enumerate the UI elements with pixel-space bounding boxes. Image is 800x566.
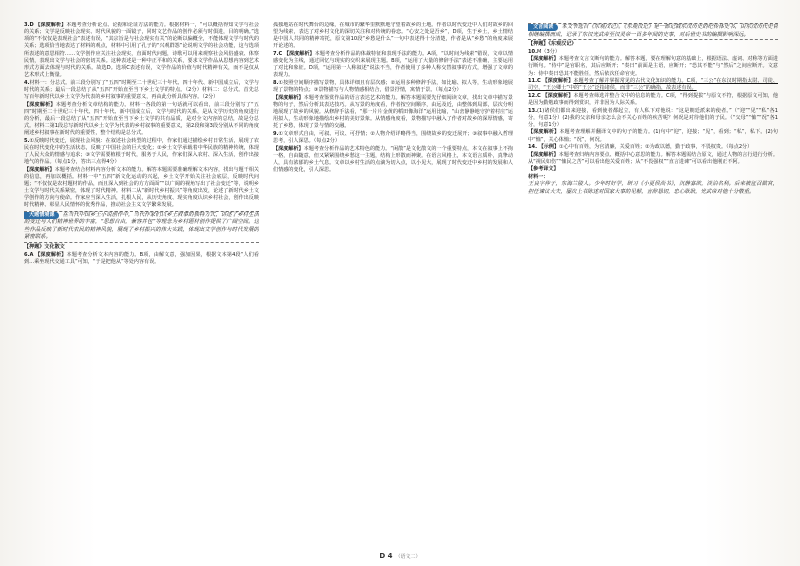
answer-item bbox=[528, 56, 778, 77]
answer-text: ①文章形式自由，可叙、可议、可抒情；②人物介绍详略得当，围绕故乡的变迁展开；③叙事中融入哲理思考，引人深思。（每点2分） bbox=[273, 130, 513, 145]
answer-text: 本题考查分析作品的体裁特征和表现手法的能力。A项，“以时间为线索”错误，文章以情感变化为主线，通过回忆与现实的交织来展现主题。B项，“运用了大量的修辞手法”表述不准确，主要运用了对比和象征。D项，“运用第一人称叙述”说法不当，作者使用了多种人称交替叙事的方式，增强了文章的表现力。 bbox=[273, 51, 513, 79]
answer-item bbox=[273, 95, 513, 131]
answer-item bbox=[273, 146, 513, 175]
answer-item bbox=[24, 167, 259, 210]
answer-text: 本题考查分析论点、论据和论证方法的能力。根据材料一，“可以概括得知文学与社会的关系；文学是反映社会现实、时代风貌的一面镜子，同时文艺作品的创作必须与时俱进，目的明确。”选项的“不仅仅是表现社会”表述有误，“其宗旨是与社会现实有关”的论断以偏概全，不能体现文学与时代的关系；选项恰当地表达了材料的观点，材料中引用了孔子的“兴观群怨”论说明文学的社会功能，这与选项所表述的意思相符……文学创作应关注社会现实，直面时代问题，诗歌可以用来观察社会风俗盛衰、体察民情，表现出文学与社会的密切关系。这种表述是一种中正平和的关系，要求文学作品从思想内容到艺术形式方面去体现与时代的关系。故选D。选项C表述有误，文学作品的价值与时代精神有关，而不是仅从艺术形式上衡量。 bbox=[24, 22, 259, 79]
analysis-tag: 【深度解析】 bbox=[528, 151, 559, 158]
answer-text: 本题考查分析作品的艺术特色的能力。“闲散”是文化散文的一个重要特点，本文在叙事上不拘一格，自由随意，但又紧紧围绕乡愁这一主题，结构上形散而神聚。在语言风格上，本文语言质朴，真挚动人，具有浓郁的乡土气息。文章以乡村生活的点滴为切入点，以小见大，展现了时代变迁中乡村的发展和人们情感的变化，引人深思。 bbox=[273, 145, 513, 174]
answer-item bbox=[273, 51, 513, 80]
answer-text: 本题考查归纳内容要点、概括中心意思的能力。解答本题需结合原文，通过人物的言行进行分析。从“视民如伤”“恤民之苦”可以看出他关爱百姓；从“不畏强权”“直言进谏”可以看出他刚正不阿。 bbox=[528, 151, 778, 165]
answer-text: ①反映时代变迁，展现社会风貌：在叙述社会转型的过程中，作家们通过描绘乡村日常生活，展现了农民在时代变化中的生活状态，反映了中国社会的巨大变化；②乡土文学承载着中华民族的精神传统，体现了人民大众的情感与追求；③文学需要植根于时代，服务于人民，作家们深入农村、深入生活，创作出接地气的作品。（每点1分，答出三点得4分） bbox=[24, 137, 259, 166]
translation-heading: 【参考译文】 bbox=[528, 166, 559, 173]
column-right bbox=[528, 22, 778, 544]
section-banner: 文言阅读 bbox=[528, 24, 558, 31]
answer-item bbox=[528, 78, 778, 92]
item-number: 13. bbox=[528, 107, 538, 114]
answer-item bbox=[528, 108, 778, 129]
analysis-tag: 【深度解析】 bbox=[528, 56, 559, 63]
answer-text: 孤独地站在时代舞台的边缘，在城市的繁华里默默地守望着故乡的土地。作者以时代变迁中人们对故乡的回望为线索，表达了对乡村文化的深切关注和对传统的眷恋。“心安之处是吾乡”，D项，生于乡土，乡土情结是中国人共同的精神寄托，原文第10段“乡愁是什么”一句中表述得十分清楚，作者是从“乡愁”的角度来展开论述的。 bbox=[273, 22, 513, 50]
answer-item bbox=[24, 252, 259, 266]
item-number: 8. bbox=[273, 80, 279, 87]
answer-item bbox=[528, 152, 778, 166]
analysis-tag: 【深度解析】 bbox=[542, 78, 574, 85]
answer-item bbox=[24, 138, 259, 167]
column-middle bbox=[273, 22, 513, 544]
answer-text: 本题考查分析文本内容的能力。B项，由解文意，强加因果，根据文本第4段“人们看到…乘坐现代交通工具”可知，“于是把他从”等处内容有误。 bbox=[24, 251, 259, 265]
answer-item bbox=[528, 93, 778, 107]
answer-text: 本题考查结合材料内容分析文本的能力。解答本题需要准确理解文本内容，找出与题干相关的信息，再加以概括。材料一中“五四”新文化运动的兴起，乡土文学开始关注社会底层，反映时代问题；“不仅仅是农村题材的作品，而且深入到社会的方方面面”“以广阔的视角写出了社会变迁”等，说明乡土文学与时代关系紧密，体现了时代精神。材料二从“新时代乡村振兴”等角度出发，论述了新时代乡土文学创作的方向与使命。作家应当深入生活，扎根人民，从历史角度、现实角度认识乡村社会，创作出反映时代精神、彰显人民情怀的优秀作品，推动社会主义文学繁荣发展。 bbox=[24, 166, 259, 209]
analysis-tag: 【深度解析】 bbox=[35, 251, 67, 258]
context-box bbox=[528, 23, 778, 40]
column-left bbox=[24, 22, 259, 544]
subject-label: （语文二） bbox=[395, 554, 421, 560]
analysis-tag: 【深度解析】 bbox=[273, 94, 304, 101]
answer-text: M（3分） bbox=[537, 48, 560, 55]
analysis-tag: 【深度解析】 bbox=[24, 166, 55, 173]
page-footer bbox=[0, 552, 800, 560]
answer-item bbox=[24, 22, 259, 79]
translation-subheading: 材料一： bbox=[528, 173, 549, 180]
answer-text: 材料一：分总式。前三段分别写了“五四”时期至二十世纪三十年代、四十年代、新中国成立后，文学与时代的关系；最后一段总结了从“五四”开始直至当下乡土文学的特点。（2分）材料二：总分式。首先总写百年新时代以乡土文学为代表的乡村叙事的重要意义，再由此分析具体内容。（2分） bbox=[24, 79, 259, 100]
analysis-tag: 【深度解析】 bbox=[528, 129, 560, 136]
answer-text: 本题考查理解并翻译文中的句子的能力。(1)句中“迎”，迎接；“见”，看到；“私”，私下。(2)句中“恤”，关心体恤；“况”，何况。 bbox=[528, 129, 778, 143]
analysis-tag: 【深度解析】 bbox=[542, 92, 574, 99]
answer-text: (1)诸侯们都出来迎接，看到使者都起立，有人私下对他说：“这是朝廷派来的使者。”（“迎”“见”“私”各1分，句意1分）(2)我的父亲和母亲怎么会不关心百姓的疾苦呢？何况是对待他们的子民。（“父母”“恤”“况”各1分，句意1分） bbox=[528, 107, 778, 128]
item-number: 12.C bbox=[528, 92, 541, 99]
answer-item bbox=[528, 144, 778, 151]
section-heading: 【押题》文化散文 bbox=[24, 244, 65, 250]
analysis-tag: 【深度解析】 bbox=[35, 22, 67, 28]
context-box bbox=[24, 211, 259, 243]
item-number: 7.C bbox=[273, 51, 283, 58]
answer-text: 本题考查了解并掌握常见的古代文化知识的能力。C项，“三公”在东汉时期指太尉、司徒、司空，“王公卿士”中的“王公”泛指诸侯，而非“三公”的确指，故表述有误。 bbox=[528, 78, 778, 92]
analysis-tag: 【示例】 bbox=[538, 144, 560, 151]
answer-item bbox=[24, 102, 259, 138]
answer-item bbox=[528, 49, 778, 56]
answer-text: 本题考查鉴赏作品的语言表达艺术的能力。解答本题需要先仔细阅读文章，找出文章中描写景物的句子，然后分析其表达技巧。从写景的角度看，作者按空间顺序，由远及近，由整体到局部，层次分明地展现了故乡的风貌。从修辞手法看，“那一片片金黄的稻田像海洋”运用比喻，“山峦静静地守护着村庄”运用拟人，生动形象地描绘出乡村的美好景象。从情感角度看，景物描写中融入了作者对故乡的深厚情感，寄托了乡愁，体现了景与情的交融。 bbox=[273, 94, 513, 130]
answer-text: 本题考查筛选并整合文中的信息的能力。C项，“得到提拔”与原文不符，根据原文可知，他是因为勤勉政事而得到赏识，并非因为人际关系。 bbox=[528, 92, 778, 106]
item-number: 9. bbox=[273, 130, 279, 137]
analysis-tag: 【深度解析】 bbox=[273, 145, 304, 152]
answer-text: ①心中有百姓，为官清廉，关爱百姓；②为政以德，勤于政事，不畏权贵。（每点2分） bbox=[559, 144, 753, 151]
answer-item bbox=[528, 129, 778, 143]
analysis-tag: 【深度解析】 bbox=[24, 101, 56, 108]
item-number: 11.C bbox=[528, 78, 541, 85]
item-number: 6.A bbox=[24, 251, 34, 258]
answer-text: 本题考查文言文断句的能力。解答本题，要在理解句意的基础上，根据语法、虚词、对称等方面进行断句。“侍中”是官职名，其后应断开；“奏曰”前面是主语，应断开；“恐其不能”与“然后”之间应断开。文意为：侍中奏曰恐其不能胜任，然后依次任命官吏。 bbox=[528, 56, 778, 77]
answer-text: ①按照空间顺序描写景物，具体详细且有层次感；②运用多种修辞手法，如比喻、拟人等，生动形象地展现了景物的特点；③景物描写与人物情感相结合，借景抒情，寓情于景。（每点2分） bbox=[273, 80, 513, 94]
section-heading: 【押题】《东观汉记》 bbox=[528, 41, 577, 48]
item-number: 3.D bbox=[24, 22, 34, 28]
item-number: 5. bbox=[24, 137, 30, 144]
context-text: 在当代中国乡土小说创作中，当代作家们以乡土叙事的独特方式，讲述了乡村生活的变迁与人们精神世界的丰富，“思想自由，兼容并包”等理念为乡村题材创作提供了广阔空间。这些作品反映了新时代农民的精神风貌，展现了乡村振兴的伟大实践，体现出文学创作与时代发展的紧密联系。 bbox=[24, 211, 259, 241]
translation-text: 王良字仲子，东海兰陵人。少年时好学，研习《小夏侯尚书》，沉静寡欲，淡泊名利。后来被征召做官，担任谏议大夫，屡次上书陈述对国家大事的见解，言辞恳切，忠心耿耿，光武帝对他十分敬重。 bbox=[528, 181, 778, 196]
answer-text: 本题考查分析文章结构的能力。材料一各段的第一句话就可以看出，前三段分别写了“五四”时期至二十世纪三十年代、四十年代、新中国成立后，文学与时代的关系，是从文学历史的角度进行的分析，最后一段总结了从“五四”开始直至当下乡土文学的共有品质，是对全文内容的总结，故是分总式。材料二第1段总写新时代以乡土文学为代表的乡村叙事的重要意义，第2段和第3段分别从不同的角度阐述乡村叙事在新时代的重要性，整个结构是总分式。 bbox=[24, 101, 259, 137]
item-number: 10. bbox=[528, 48, 538, 55]
item-number: 14. bbox=[528, 144, 538, 151]
item-number: 4. bbox=[24, 79, 30, 86]
page-number: D 4 bbox=[379, 552, 393, 560]
answer-item bbox=[273, 131, 513, 145]
section-banner: 大题情境课 bbox=[24, 212, 59, 219]
context-text: 本文节选自《东观汉记》。《东观汉记》是一部记载东汉历史的纪传体史书，由东汉历代史官相继编撰而成，记录了东汉光武帝至汉灵帝一百多年间的史事，对后世史书的编撰影响深远。 bbox=[528, 24, 778, 38]
analysis-tag: 【深度解析】 bbox=[283, 51, 315, 58]
answer-item bbox=[273, 22, 513, 51]
answer-item bbox=[24, 80, 259, 101]
answer-item bbox=[273, 80, 513, 94]
